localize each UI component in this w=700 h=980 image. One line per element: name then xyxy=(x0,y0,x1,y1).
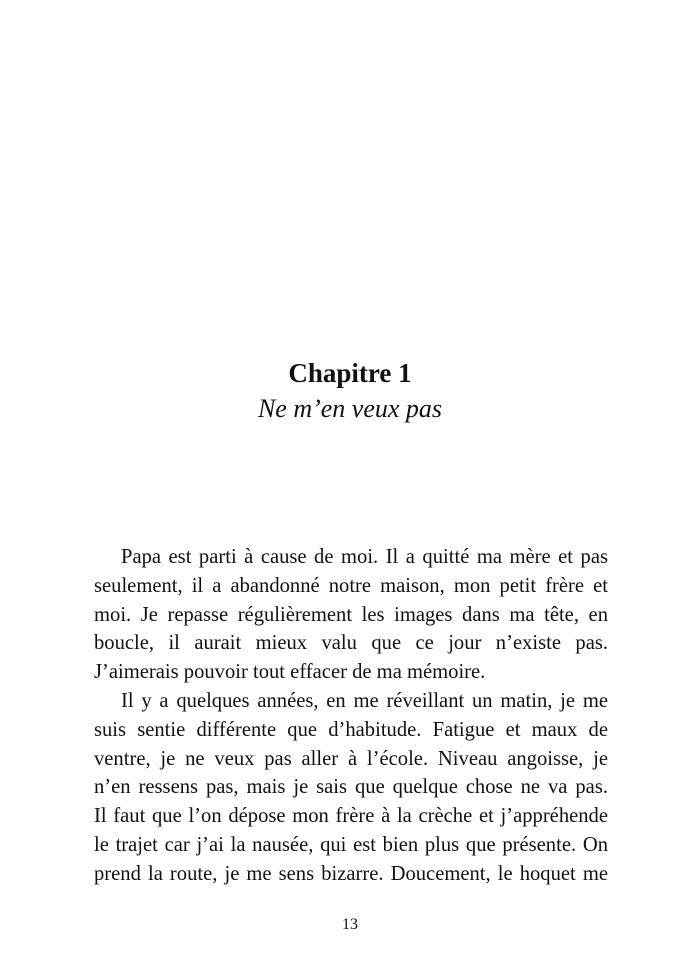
text-line: suis sentie différente que d’habitude. Fatigue et maux de xyxy=(94,718,608,741)
text-line: seulement, il a abandonné notre maison, mon petit frère et xyxy=(94,574,608,597)
text-line: Il faut que l’on dépose mon frère à la crèche et j’appréhende xyxy=(94,805,608,828)
text-line: Il y a quelques années, en me réveillant un matin, je me xyxy=(121,689,608,712)
body-text xyxy=(94,543,608,889)
text-line: moi. Je repasse régulièrement les images dans ma tête, en xyxy=(94,603,608,626)
text-line: J’aimerais pouvoir tout effacer de ma mémoire. xyxy=(94,661,486,684)
paragraph-1 xyxy=(94,543,608,687)
text-line: ventre, je ne veux pas aller à l’école. Niveau angoisse, je xyxy=(94,747,608,770)
page-number: 13 xyxy=(342,916,358,933)
text-line: Papa est parti à cause de moi. Il a quitté ma mère et pas xyxy=(121,546,608,568)
text-line: boucle, il aurait mieux valu que ce jour n’existe pas. xyxy=(94,632,608,655)
chapter-title: Chapitre 1 xyxy=(288,358,412,388)
text-line: le trajet car j’ai la nausée, qui est bien plus que présente. On xyxy=(94,833,608,856)
text-line: n’en ressens pas, mais je sais que quelque chose ne va pas. xyxy=(94,776,608,799)
chapter-subtitle: Ne m’en veux pas xyxy=(257,394,443,423)
paragraph-2 xyxy=(94,687,608,889)
text-line: prend la route, je me sens bizarre. Doucement, le hoquet me xyxy=(94,862,608,885)
